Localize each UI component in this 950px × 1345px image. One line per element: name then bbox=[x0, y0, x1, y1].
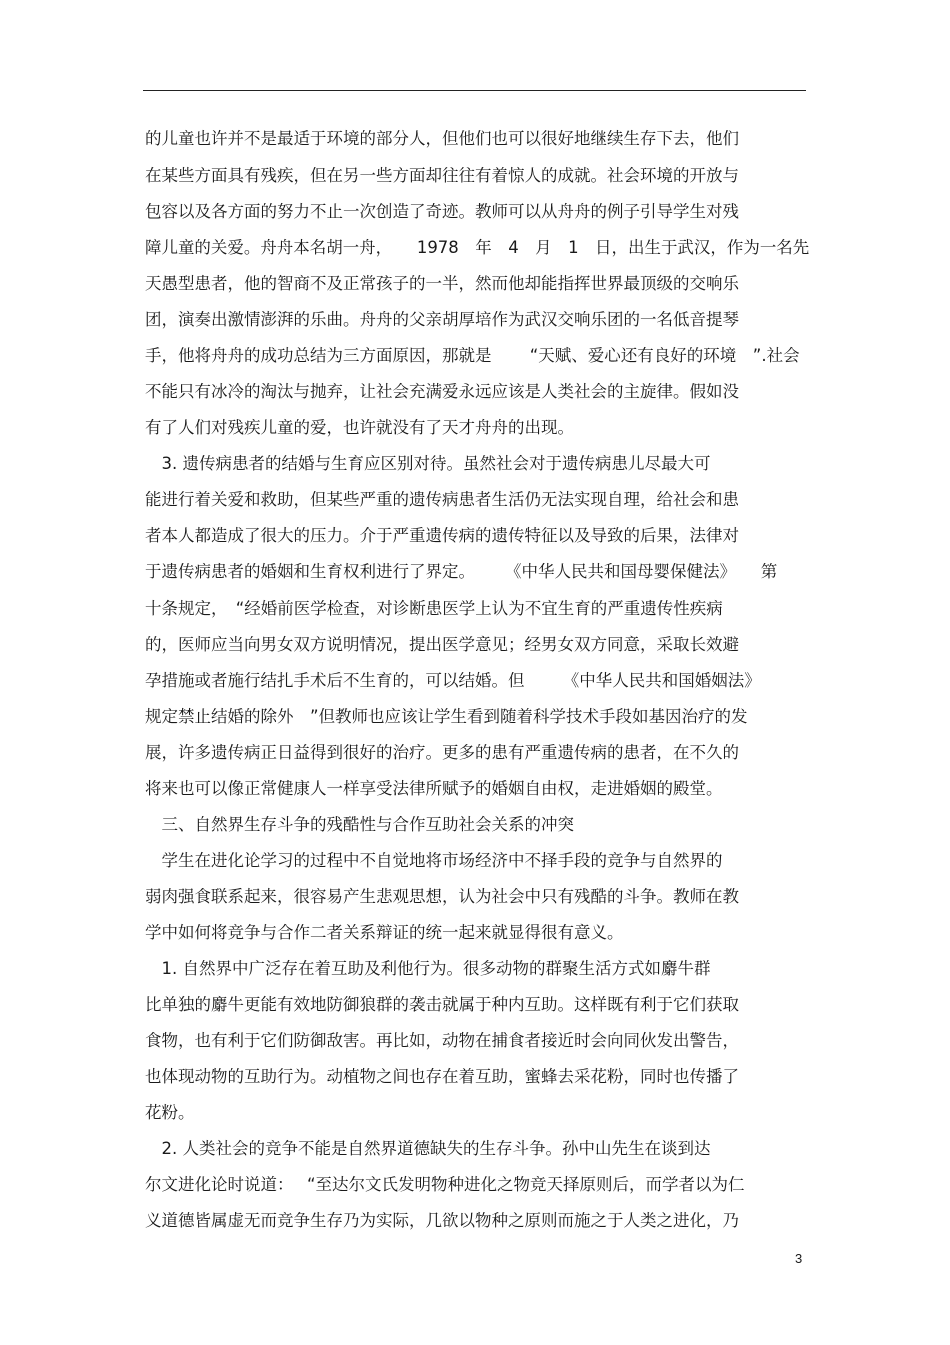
text-line: 不能只有冰冷的淘汰与抛弃，让社会充满爱永远应该是人类社会的主旋律。假如没 bbox=[145, 382, 739, 401]
text-line: 者本人都造成了很大的压力。介于严重遗传病的遗传特征以及导致的后果，法律对 bbox=[145, 526, 739, 545]
text-line: 食物，也有利于它们防御敌害。再比如，动物在捕食者接近时会向同伙发出警告， bbox=[145, 1031, 739, 1050]
text-line: 展，许多遗传病正日益得到很好的治疗。更多的患有严重遗传病的患者，在不久的 bbox=[145, 743, 739, 762]
page-number: 3 bbox=[795, 1251, 803, 1266]
text-line: 有了人们对残疾儿童的爱，也许就没有了天才舟舟的出现。 bbox=[145, 418, 574, 437]
text-line: 团，演奏出激情澎湃的乐曲。舟舟的父亲胡厚培作为武汉交响乐团的一名低音提琴 bbox=[145, 310, 739, 329]
text-line: 包容以及各方面的努力不止一次创造了奇迹。教师可以从舟舟的例子引导学生对残 bbox=[145, 202, 739, 221]
text-line: 也体现动物的互助行为。动植物之间也存在着互助，蜜蜂去采花粉，同时也传播了 bbox=[145, 1067, 739, 1086]
text-line: 能进行着关爱和救助，但某些严重的遗传病患者生活仍无法实现自理，给社会和患 bbox=[145, 490, 739, 509]
text-line: 1. 自然界中广泛存在着互助及利他行为。很多动物的群聚生活方式如麝牛群 bbox=[145, 959, 711, 978]
section-heading: 三、自然界生存斗争的残酷性与合作互助社会关系的冲突 bbox=[145, 815, 574, 834]
text-line: 尔文进化论时说道： “至达尔文氏发明物种进化之物竞天择原则后，而学者以为仁 bbox=[145, 1175, 745, 1194]
text-line: 将来也可以像正常健康人一样享受法律所赋予的婚姻自由权，走进婚姻的殿堂。 bbox=[145, 779, 723, 798]
text-line: 规定禁止结婚的除外 ”但教师也应该让学生看到随着科学技术手段如基因治疗的发 bbox=[145, 707, 748, 726]
text-line: 的儿童也许并不是最适于环境的部分人，但他们也可以很好地继续生存下去，他们 bbox=[145, 129, 739, 148]
text-line: 学生在进化论学习的过程中不自觉地将市场经济中不择手段的竞争与自然界的 bbox=[145, 851, 723, 870]
text-line: 2. 人类社会的竞争不能是自然界道德缺失的生存斗争。孙中山先生在谈到达 bbox=[145, 1139, 711, 1158]
text-line: 3. 遗传病患者的结婚与生育应区别对待。虽然社会对于遗传病患儿尽最大可 bbox=[145, 454, 711, 473]
text-line: 手，他将舟舟的成功总结为三方面原因，那就是 “天赋、爱心还有良好的环境 ”.社会 bbox=[145, 346, 800, 365]
text-line: 的，医师应当向男女双方说明情况，提出医学意见；经男女双方同意，采取长效避 bbox=[145, 635, 739, 654]
text-line: 义道德皆属虚无而竞争生存乃为实际，几欲以物种之原则而施之于人类之进化，乃 bbox=[145, 1211, 739, 1230]
header-rule bbox=[143, 90, 806, 91]
text-line: 十条规定， “经婚前医学检查，对诊断患医学上认为不宜生育的严重遗传性疾病 bbox=[145, 599, 723, 618]
text-line: 孕措施或者施行结扎手术后不生育的，可以结婚。但 《中华人民共和国婚姻法》 bbox=[145, 671, 761, 690]
text-line: 在某些方面具有残疾，但在另一些方面却往往有着惊人的成就。社会环境的开放与 bbox=[145, 166, 739, 185]
text-line: 比单独的麝牛更能有效地防御狼群的袭击就属于种内互助。这样既有利于它们获取 bbox=[145, 995, 739, 1014]
text-line: 障儿童的关爱。舟舟本名胡一舟， 1978 年 4 月 1 日，出生于武汉，作为一名先 bbox=[145, 238, 810, 257]
text-line: 弱肉强食联系起来，很容易产生悲观思想，认为社会中只有残酷的斗争。教师在教 bbox=[145, 887, 739, 906]
text-line: 学中如何将竞争与合作二者关系辩证的统一起来就显得很有意义。 bbox=[145, 923, 624, 942]
text-line: 天愚型患者，他的智商不及正常孩子的一半，然而他却能指挥世界最顶级的交响乐 bbox=[145, 274, 739, 293]
text-line: 花粉。 bbox=[145, 1103, 195, 1122]
text-line: 于遗传病患者的婚姻和生育权利进行了界定。 《中华人民共和国母婴保健法》 第 bbox=[145, 562, 778, 581]
